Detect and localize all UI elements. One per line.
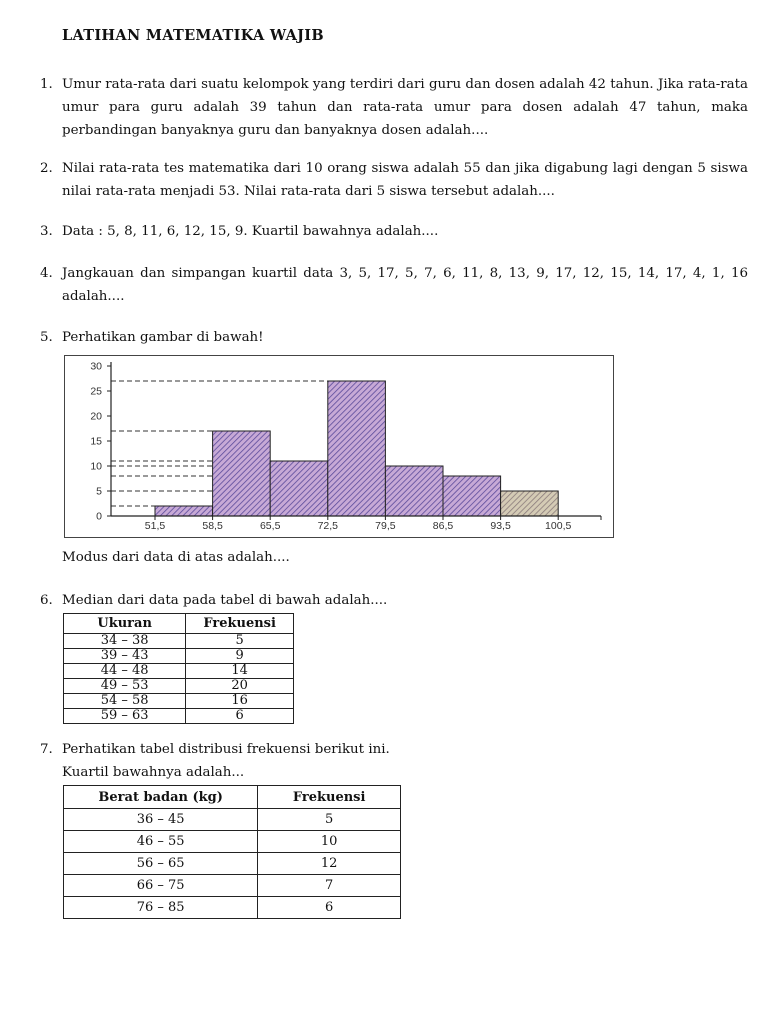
table-cell: 76 – 85: [64, 897, 258, 919]
page-title: LATIHAN MATEMATIKA WAJIB: [62, 27, 324, 44]
question-text: Data : 5, 8, 11, 6, 12, 15, 9. Kuartil bawahnya adalah....: [62, 224, 439, 239]
question-5-followup: Modus dari data di atas adalah....: [62, 550, 290, 565]
question-5: [40, 326, 748, 349]
frequency-table-q6: [63, 613, 294, 724]
column-header: Ukuran: [64, 614, 186, 634]
question-number: 7.: [40, 742, 53, 757]
table-cell: 59 – 63: [64, 709, 186, 724]
table-cell: 34 – 38: [64, 634, 186, 649]
y-tick-label: 30: [90, 360, 102, 373]
y-tick-label: 25: [90, 385, 102, 398]
question-text: Median dari data pada tabel di bawah adalah....: [62, 593, 388, 608]
table-cell: 56 – 65: [64, 853, 258, 875]
histogram-bar: [328, 381, 386, 516]
y-tick-label: 20: [90, 410, 102, 423]
histogram-bar: [270, 461, 328, 516]
x-tick-label: 58,5: [202, 520, 223, 532]
table-row: [64, 831, 401, 853]
histogram-chart: [65, 356, 615, 539]
x-tick-label: 51,5: [144, 520, 166, 532]
table-row: [64, 897, 401, 919]
column-header: Frekuensi: [186, 614, 294, 634]
table-cell: 14: [186, 664, 294, 679]
table-cell: 6: [258, 897, 401, 919]
question-7: [40, 738, 748, 761]
question-2: [40, 157, 748, 203]
y-tick-label: 10: [90, 460, 102, 473]
question-1: [40, 73, 748, 142]
histogram-bar: [443, 476, 501, 516]
histogram-bar: [385, 466, 443, 516]
table-cell: 46 – 55: [64, 831, 258, 853]
question-7-subtext: Kuartil bawahnya adalah...: [62, 765, 245, 780]
question-number: 4.: [40, 266, 53, 281]
y-tick-label: 0: [96, 510, 102, 523]
x-tick-label: 93,5: [490, 520, 511, 532]
question-number: 6.: [40, 593, 53, 608]
column-header: Frekuensi: [258, 786, 401, 809]
table-row: [64, 649, 294, 664]
histogram-bar: [501, 491, 559, 516]
table-cell: 39 – 43: [64, 649, 186, 664]
table-row: [64, 664, 294, 679]
table-cell: 66 – 75: [64, 875, 258, 897]
table-cell: 12: [258, 853, 401, 875]
x-tick-label: 100,5: [545, 520, 572, 532]
table-cell: 5: [258, 809, 401, 831]
question-number: 3.: [40, 224, 53, 239]
table-cell: 5: [186, 634, 294, 649]
table-row: [64, 679, 294, 694]
x-tick-label: 65,5: [259, 520, 281, 532]
question-number: 1.: [40, 77, 53, 92]
question-number: 2.: [40, 161, 53, 176]
question-6: [40, 589, 748, 612]
y-tick-label: 5: [96, 485, 102, 498]
histogram-bar: [155, 506, 213, 516]
table-cell: 9: [186, 649, 294, 664]
question-text: Perhatikan tabel distribusi frekuensi berikut ini.: [62, 742, 390, 757]
table-header-row: [64, 786, 401, 809]
y-tick-label: 15: [90, 435, 102, 448]
x-tick-label: 86,5: [432, 520, 454, 532]
question-3: [40, 220, 748, 243]
table-cell: 44 – 48: [64, 664, 186, 679]
table-cell: 49 – 53: [64, 679, 186, 694]
question-text: Perhatikan gambar di bawah!: [62, 330, 264, 345]
table-row: [64, 634, 294, 649]
x-tick-label: 79,5: [375, 520, 396, 532]
table-cell: 36 – 45: [64, 809, 258, 831]
question-text: Jangkauan dan simpangan kuartil data 3, 5, 17, 5, 7, 6, 11, 8, 13, 9, 17, 12, 15, 14, 17, 4, 1, 16 adalah....: [62, 266, 748, 304]
column-header: Berat badan (kg): [64, 786, 258, 809]
histogram-bar: [213, 431, 271, 516]
question-text: Umur rata-rata dari suatu kelompok yang terdiri dari guru dan dosen adalah 42 tahun. Jika rata-rata umur para guru adalah 39 tahun dan rata-rata umur para dosen adalah 47 tahun, maka perbandingan banyaknya guru dan banyaknya dosen adalah....: [62, 77, 748, 138]
table-cell: 20: [186, 679, 294, 694]
table-row: [64, 809, 401, 831]
question-text: Nilai rata-rata tes matematika dari 10 orang siswa adalah 55 dan jika digabung lagi dengan 5 siswa nilai rata-rata menjadi 53. Nilai rata-rata dari 5 siswa tersebut adalah....: [62, 161, 748, 199]
table-cell: 16: [186, 694, 294, 709]
table-row: [64, 853, 401, 875]
table-cell: 10: [258, 831, 401, 853]
table-cell: 54 – 58: [64, 694, 186, 709]
frequency-table-q7: [63, 785, 401, 919]
question-number: 5.: [40, 330, 53, 345]
x-tick-label: 72,5: [317, 520, 339, 532]
question-4: [40, 262, 748, 308]
table-row: [64, 694, 294, 709]
table-cell: 6: [186, 709, 294, 724]
table-row: [64, 709, 294, 724]
table-row: [64, 875, 401, 897]
histogram-frame: [64, 355, 614, 538]
table-cell: 7: [258, 875, 401, 897]
table-header-row: [64, 614, 294, 634]
